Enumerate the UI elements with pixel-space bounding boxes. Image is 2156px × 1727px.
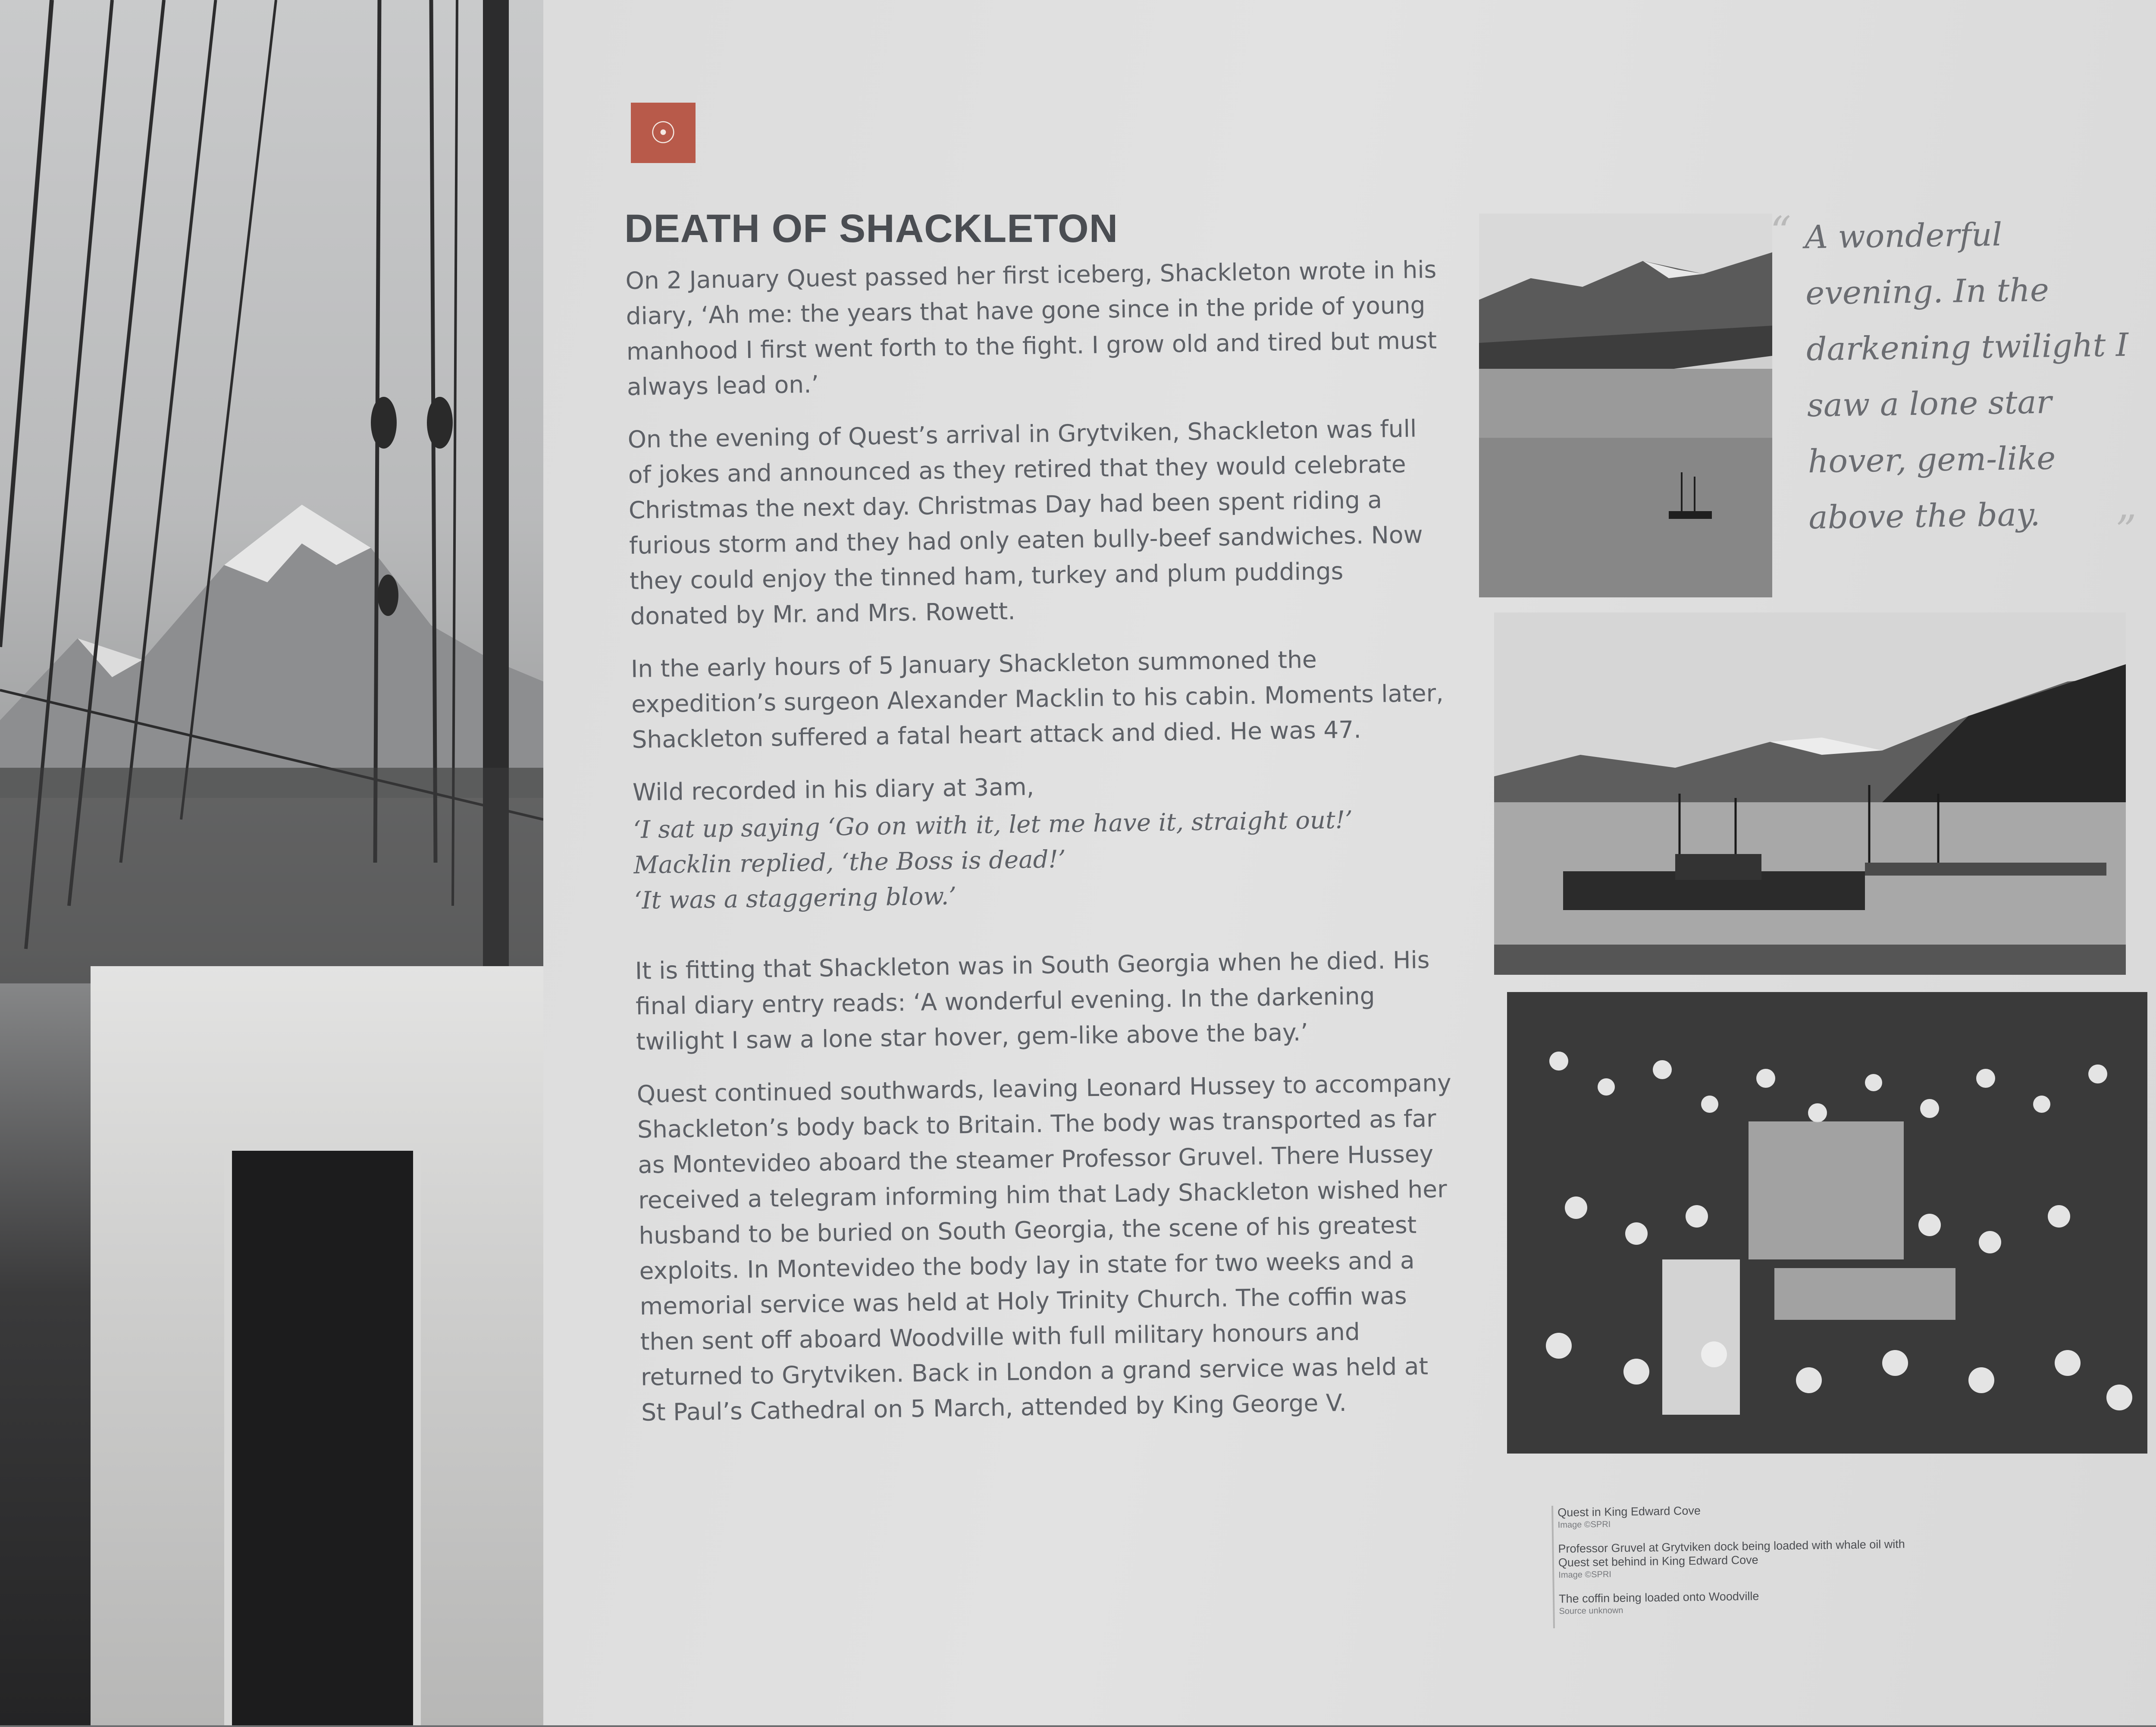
- photo-coffin-loaded-woodville: [1507, 992, 2147, 1454]
- open-quote-icon: “: [1770, 207, 1792, 256]
- photo-captions: [1551, 1501, 1930, 1628]
- deckhouse-door: [224, 1143, 421, 1725]
- paragraph: Quest continued southwards, leaving Leonard Hussey to accompany Shackleton’s body back to Britain. The body was transported as far as Montevideo aboard the steamer Professor Gruvel. There Hussey received a telegram informing him that Lady Shackleton wished her husband to be buried on South Georgia, the scene of his greatest exploits. In Montevideo the body lay in state for two weeks and a memorial service was held at Holy Trinity Church. The coffin was then sent off aboard Woodville with full military honours and returned to Grytviken. Back in London a grand service was held at St Paul’s Cathedral on 5 March, attended by King George V.: [636, 1069, 1452, 1426]
- caption-credit: Image ©SPRI: [1557, 1520, 1611, 1530]
- background-ship-deck-photo: [0, 0, 543, 1725]
- body-text: [625, 251, 1461, 1447]
- paragraph: On the evening of Quest’s arrival in Grytviken, Shackleton was full of jokes and announced as they retired that they would celebrate Christmas the next day. Christmas Day had been spent riding a furious storm and they had only eaten bully-beef sandwiches. Now they could enjoy the tinned ham, turkey and plum puddings donated by Mr. and Mrs. Rowett.: [627, 414, 1423, 630]
- paragraph: Wild recorded in his diary at 3am,: [632, 772, 1034, 806]
- pull-quote-text: A wonderful evening. In the darkening twilight I saw a lone star hover, gem-like above the bay.: [1804, 216, 2129, 537]
- pull-quote: [1770, 205, 2137, 555]
- panel-title: DEATH OF SHACKLETON: [624, 207, 1119, 251]
- photo-quest-in-cove: [1479, 214, 1772, 597]
- paragraph: On 2 January Quest passed her first iceberg, Shackleton wrote in his diary, ‘Ah me: the years that have gone since in the pride of young manhood I first went forth to the fight. I grow old and tired but must always lead on.’: [625, 255, 1437, 401]
- logo-badge: [631, 103, 696, 163]
- paragraph: In the early hours of 5 January Shackleton summoned the expedition’s surgeon Alexander Macklin to his cabin. Moments later, Shackleton suffered a fatal heart attack and died. He was 47.: [630, 645, 1444, 754]
- caption-text: Quest in King Edward Cove: [1557, 1504, 1701, 1519]
- caption-credit: Image ©SPRI: [1558, 1570, 1612, 1580]
- diary-quote: ‘I sat up saying ‘Go on with it, let me have it, straight out!’ Macklin replied, ‘the Boss is dead!’: [633, 806, 1353, 879]
- close-quote-icon: ”: [2115, 506, 2137, 555]
- photo-professor-gruvel-dock: [1494, 612, 2126, 975]
- caption-text: The coffin being loaded onto Woodville: [1558, 1589, 1759, 1605]
- compass-mark-icon: ☉: [649, 115, 677, 151]
- caption-text: Professor Gruvel at Grytviken dock being loaded with whale oil with Quest set behind in King Edward Cove: [1558, 1537, 1905, 1569]
- diary-quote: ‘It was a staggering blow.’: [634, 882, 957, 915]
- caption-credit: Source unknown: [1559, 1605, 1623, 1616]
- paragraph: It is fitting that Shackleton was in South Georgia when he died. His final diary entry reads: ‘A wonderful evening. In the darkening twilight I saw a lone star hover, gem-like above the bay.’: [635, 946, 1430, 1055]
